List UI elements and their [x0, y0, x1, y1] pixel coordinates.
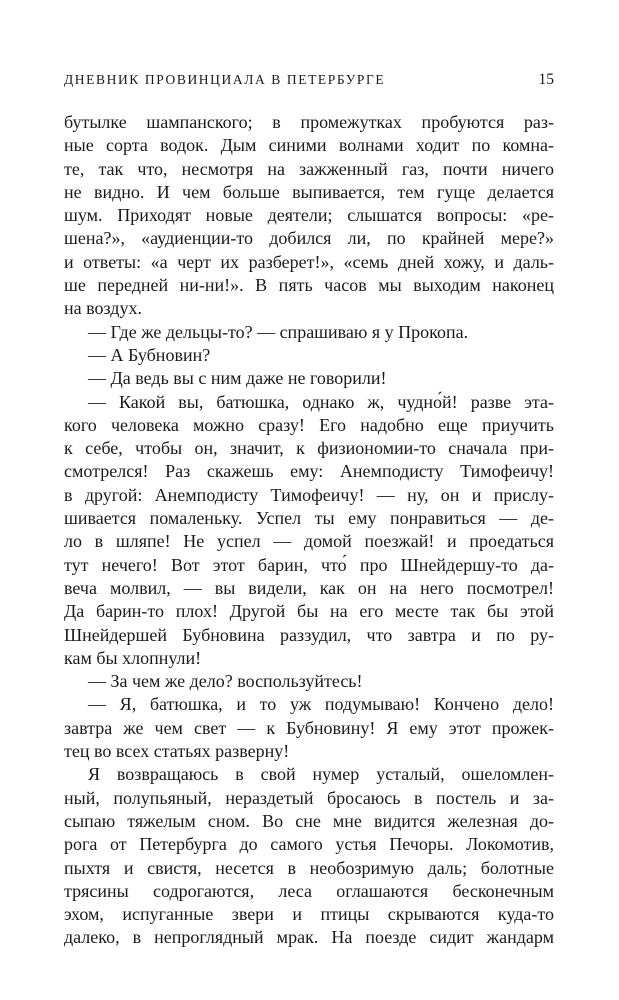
text-line: Шнейдершей Бубновина раззудил, что завтра и по ру-	[64, 624, 554, 645]
text-line: Да барин-то плох! Другой бы на его месте так бы этой	[64, 601, 554, 622]
text-line: тец во всех статьях разверну!	[64, 741, 290, 762]
text-line: ше передней ни-ни!». В пять часов мы выходим наконец	[64, 275, 554, 296]
text-line: шум. Приходят новые деятели; слышатся вопросы: «ре-	[64, 205, 554, 226]
text-line: трясины содрогаются, леса оглашаются бесконечным	[64, 880, 554, 901]
text-line: — За чем же дело? воспользуйтесь!	[88, 671, 363, 692]
text-line: рога от Петербурга до самого устья Печоры. Локомотив,	[64, 834, 554, 855]
running-head	[64, 72, 554, 92]
text-line: в другой: Анемподисту Тимофеичу! — ну, он и прислу-	[64, 484, 554, 505]
text-line: — А Бубновин?	[88, 344, 211, 365]
text-line: — Где же дельцы-то? — спрашиваю я у Прокопа.	[88, 321, 469, 342]
text-line: те, так что, несмотря на зажженный газ, почти ничего	[64, 158, 554, 179]
text-line: далеко, в непроглядный мрак. На поезде сидит жандарм	[64, 927, 554, 948]
text-line: бутылке шампанского; в промежутках пробуются раз-	[64, 112, 554, 132]
running-head-title: ДНЕВНИК ПРОВИНЦИАЛА В ПЕТЕРБУРГЕ	[64, 72, 386, 87]
text-line: на воздух.	[64, 298, 142, 319]
text-line: не видно. И чем больше выпивается, тем гуще делается	[64, 181, 554, 202]
text-line: шивается помаленьку. Успел ты ему понравиться — де-	[64, 508, 554, 529]
text-line: — Да ведь вы с ним даже не говорили!	[88, 368, 387, 389]
text-line: шена?», «аудиенции-то добился ли, по крайней мере?»	[64, 228, 554, 249]
text-line: сыпаю тяжелым сном. Во сне мне видится железная до-	[64, 810, 554, 831]
text-line: ные сорта водок. Дым синими волнами ходит по комна-	[64, 135, 554, 156]
text-line: смотрелся! Раз скажешь ему: Анемподисту Тимофеичу!	[64, 461, 554, 482]
text-line: завтра же чем свет — к Бубновину! Я ему этот прожек-	[64, 717, 554, 738]
text-line: Я возвращаюсь в свой нумер усталый, ошеломлен-	[88, 764, 554, 785]
text-line: и ответы: «а черт их разберет!», «семь дней хожу, и даль-	[64, 251, 554, 272]
page-number: 15	[538, 71, 554, 88]
body-text	[64, 111, 554, 950]
text-line: веча молвил, — вы видели, как он на него посмотрел!	[64, 577, 554, 598]
text-line: кого человека можно сразу! Его надобно еще приучить	[64, 414, 554, 435]
text-line: ный, полупьяный, нераздетый бросаюсь в постель и за-	[64, 787, 554, 808]
text-line: — Я, батюшка, и то уж подумываю! Кончено дело!	[88, 694, 554, 715]
text-line: пыхтя и свистя, несется в необозримую даль; болотные	[64, 857, 554, 878]
text-line: — Какой вы, батюшка, однако ж, чудно́й! разве эта-	[88, 391, 554, 412]
text-line: кам бы хлопнули!	[64, 647, 202, 668]
text-line: к себе, чтобы он, значит, к физиономии-то сначала при-	[64, 438, 554, 459]
text-line: тут нечего! Вот этот барин, что́ про Шнейдершу-то да-	[64, 554, 554, 575]
text-line: эхом, испуганные звери и птицы скрываются куда-то	[64, 904, 554, 925]
text-line: ло в шляпе! Не успел — домой поезжай! и проедаться	[64, 531, 554, 552]
